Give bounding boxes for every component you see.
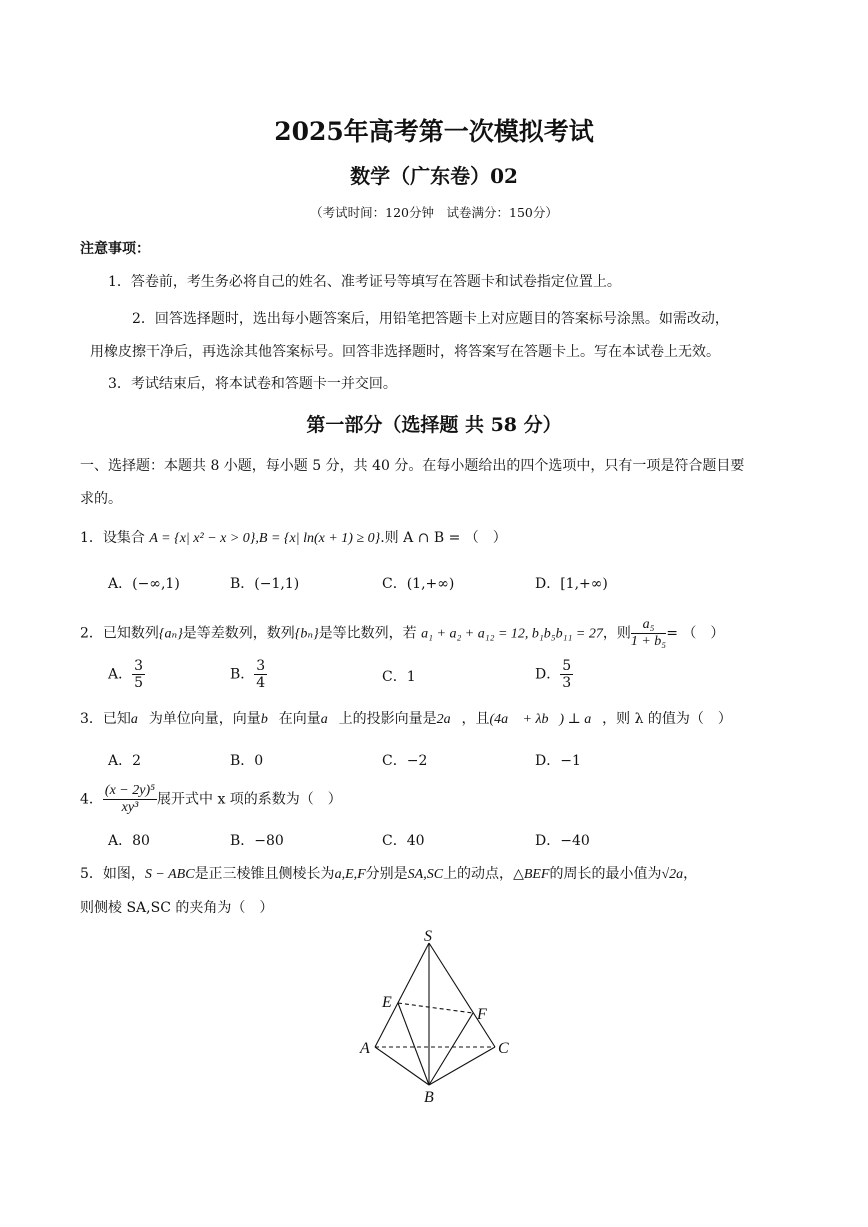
q2-option-b (230, 658, 267, 691)
q2-option-a-den: 5 (134, 675, 144, 691)
label-B: B (424, 1089, 434, 1106)
q2-stem-d: ，则 (602, 625, 631, 642)
notice-2: 2．回答选择题时，选出每小题答案后，用铅笔把答题卡上对应题目的答案标号涂黑。如需改动， (132, 311, 729, 327)
q3-option-d: D．−1 (535, 753, 581, 769)
q2-option-a-num: 3 (134, 658, 144, 674)
label-F: F (477, 1006, 487, 1023)
q3-option-b: B．0 (230, 753, 264, 769)
part-heading: 第一部分（选择题 共 58 分） (306, 414, 562, 436)
question-4 (80, 783, 342, 816)
q2-option-c-text: 1 (406, 669, 416, 685)
q3-option-a: A．2 (108, 753, 142, 769)
segment-FB (429, 1013, 473, 1085)
section-intro-line2: 求的。 (80, 491, 122, 507)
label-C: C (498, 1040, 509, 1057)
question-3 (80, 708, 732, 731)
q5-text-k: ， (683, 866, 698, 882)
exam-info: （考试时间：120分钟 试卷满分：150分） (310, 205, 558, 220)
q3-condition: (4a⃗ + λb⃗) ⊥ a⃗ (489, 712, 603, 727)
q3-stem-f: ，则 λ 的值为（ ） (602, 711, 732, 727)
q3-stem-d: 上的投影向量是 (338, 711, 437, 727)
q3-vector-a-2: a⃗ (320, 712, 339, 727)
q3-stem-b: 为单位向量，向量 (148, 711, 261, 727)
q5-triangle: △BEF (513, 867, 550, 882)
edge-CB (429, 1047, 495, 1085)
q4-option-d: D．−40 (535, 833, 590, 849)
q2-option-d-label: D． (535, 666, 561, 683)
q5-line2: 则侧棱 SA,SC 的夹角为（ ） (80, 900, 274, 916)
q2-option-a-label: A． (108, 666, 133, 683)
q1-option-c: C．(1,+∞) (382, 576, 455, 592)
question-5 (80, 863, 697, 886)
q2-option-d-den: 3 (562, 675, 572, 691)
q3-option-c: C．−2 (382, 753, 428, 769)
q5-pyramid: S − ABC (144, 867, 195, 882)
q2-option-a (108, 658, 145, 691)
q4-fraction (103, 783, 157, 816)
section-intro-line1: 一、选择题：本题共 8 小题，每小题 5 分，共 40 分。在每小题给出的四个选项中，只有一项是符合题目要 (80, 458, 745, 474)
q1-stem-end: .则 A ∩ B = （ ） (380, 530, 507, 546)
notice-3: 3．考试结束后，将本试卷和答题卡一并交回。 (108, 376, 397, 392)
q2-option-c-label: C． (382, 669, 407, 685)
q2-stem-e: = （ ） (666, 625, 725, 642)
q2-option-c (382, 666, 416, 686)
q4-option-c: C．40 (382, 833, 425, 849)
q5-text-i: 的周长的最小值为 (549, 866, 662, 882)
q2-option-b-den: 4 (256, 675, 266, 691)
q2-option-d (535, 658, 573, 691)
q1-number: 1． (80, 530, 103, 546)
q4-option-a: A．80 (108, 833, 150, 849)
q4-frac-num: (x − 2y)⁵ (104, 783, 155, 798)
q5-vars: a,E,F (334, 867, 366, 882)
q3-stem-a: 已知 (102, 711, 131, 727)
q2-stem-c: 是等比数列，若 (318, 625, 417, 642)
q2-frac-den: 1 + b₅ (630, 634, 667, 649)
q2-frac-num: a₅ (631, 617, 666, 634)
notice-1: 1．答卷前，考生务必将自己的姓名、准考证号等填写在答题卡和试卷指定位置上。 (108, 274, 621, 290)
q2-condition: a₁ + a₂ + a₁₂ = 12, b₁b₅b₁₁ = 27 (421, 626, 603, 642)
q2-option-b-frac (254, 658, 267, 691)
q3-vector-a: a⃗ (130, 712, 149, 727)
q3-stem-e: ，且 (461, 711, 490, 727)
notice-heading: 注意事项： (80, 241, 150, 257)
q1-option-a: A．(−∞,1) (108, 576, 180, 592)
q2-stem-a: 已知数列 (102, 625, 159, 642)
q2-seq-a: {aₙ} (158, 626, 183, 642)
q5-text-a: 如图， (102, 866, 145, 882)
q1-stem-a: 设集合 (102, 530, 145, 546)
q2-fraction (631, 617, 666, 650)
q2-number: 2． (80, 625, 103, 642)
q2-option-a-frac (132, 658, 145, 691)
q3-vector-b: b⃗ (260, 712, 279, 727)
q3-projection: 2a⃗ (436, 712, 462, 727)
q2-option-b-num: 3 (256, 658, 266, 674)
q5-text-e: 分别是 (365, 866, 408, 882)
q1-set-b: ,B = {x| ln(x + 1) ≥ 0} (255, 531, 381, 546)
segment-EF-hidden (398, 1003, 473, 1013)
q2-seq-b: {bₙ} (294, 626, 319, 642)
q4-frac-den: xy³ (121, 800, 139, 815)
page-subtitle: 数学（广东卷）02 (350, 164, 518, 188)
label-A: A (360, 1040, 370, 1057)
q3-stem-c: 在向量 (278, 711, 321, 727)
q2-option-d-frac (560, 658, 573, 691)
q4-number: 4． (80, 791, 103, 808)
q4-option-b: B．−80 (230, 833, 284, 849)
q4-stem: 展开式中 x 项的系数为（ ） (157, 791, 342, 808)
page-title: 2025年高考第一次模拟考试 (274, 117, 594, 146)
q5-text-g: 上的动点， (443, 866, 514, 882)
edge-AB (375, 1047, 429, 1085)
q2-stem-b: 是等差数列，数列 (182, 625, 295, 642)
label-S: S (424, 928, 432, 945)
q1-option-d: D．[1,+∞) (535, 576, 608, 592)
q5-text-c: 是正三棱锥且侧棱长为 (194, 866, 335, 882)
q1-option-b: B．(−1,1) (230, 576, 300, 592)
question-2 (80, 617, 724, 650)
q5-min-value: √2a (661, 867, 684, 882)
question-1 (80, 527, 507, 550)
q2-option-d-num: 5 (562, 658, 572, 674)
notice-2-cont: 用橡皮擦干净后，再选涂其他答案标号。回答非选择题时，将答案写在答题卡上。写在本试卷上无效。 (90, 344, 720, 360)
q1-set-a: A = {x| x² − x > 0} (149, 531, 256, 546)
segment-EB (398, 1003, 429, 1085)
pyramid-figure (355, 925, 525, 1110)
q3-number: 3． (80, 711, 103, 727)
q2-option-b-label: B． (230, 666, 255, 683)
q5-number: 5． (80, 866, 103, 882)
label-E: E (382, 994, 392, 1011)
q5-edges: SA,SC (407, 867, 444, 882)
